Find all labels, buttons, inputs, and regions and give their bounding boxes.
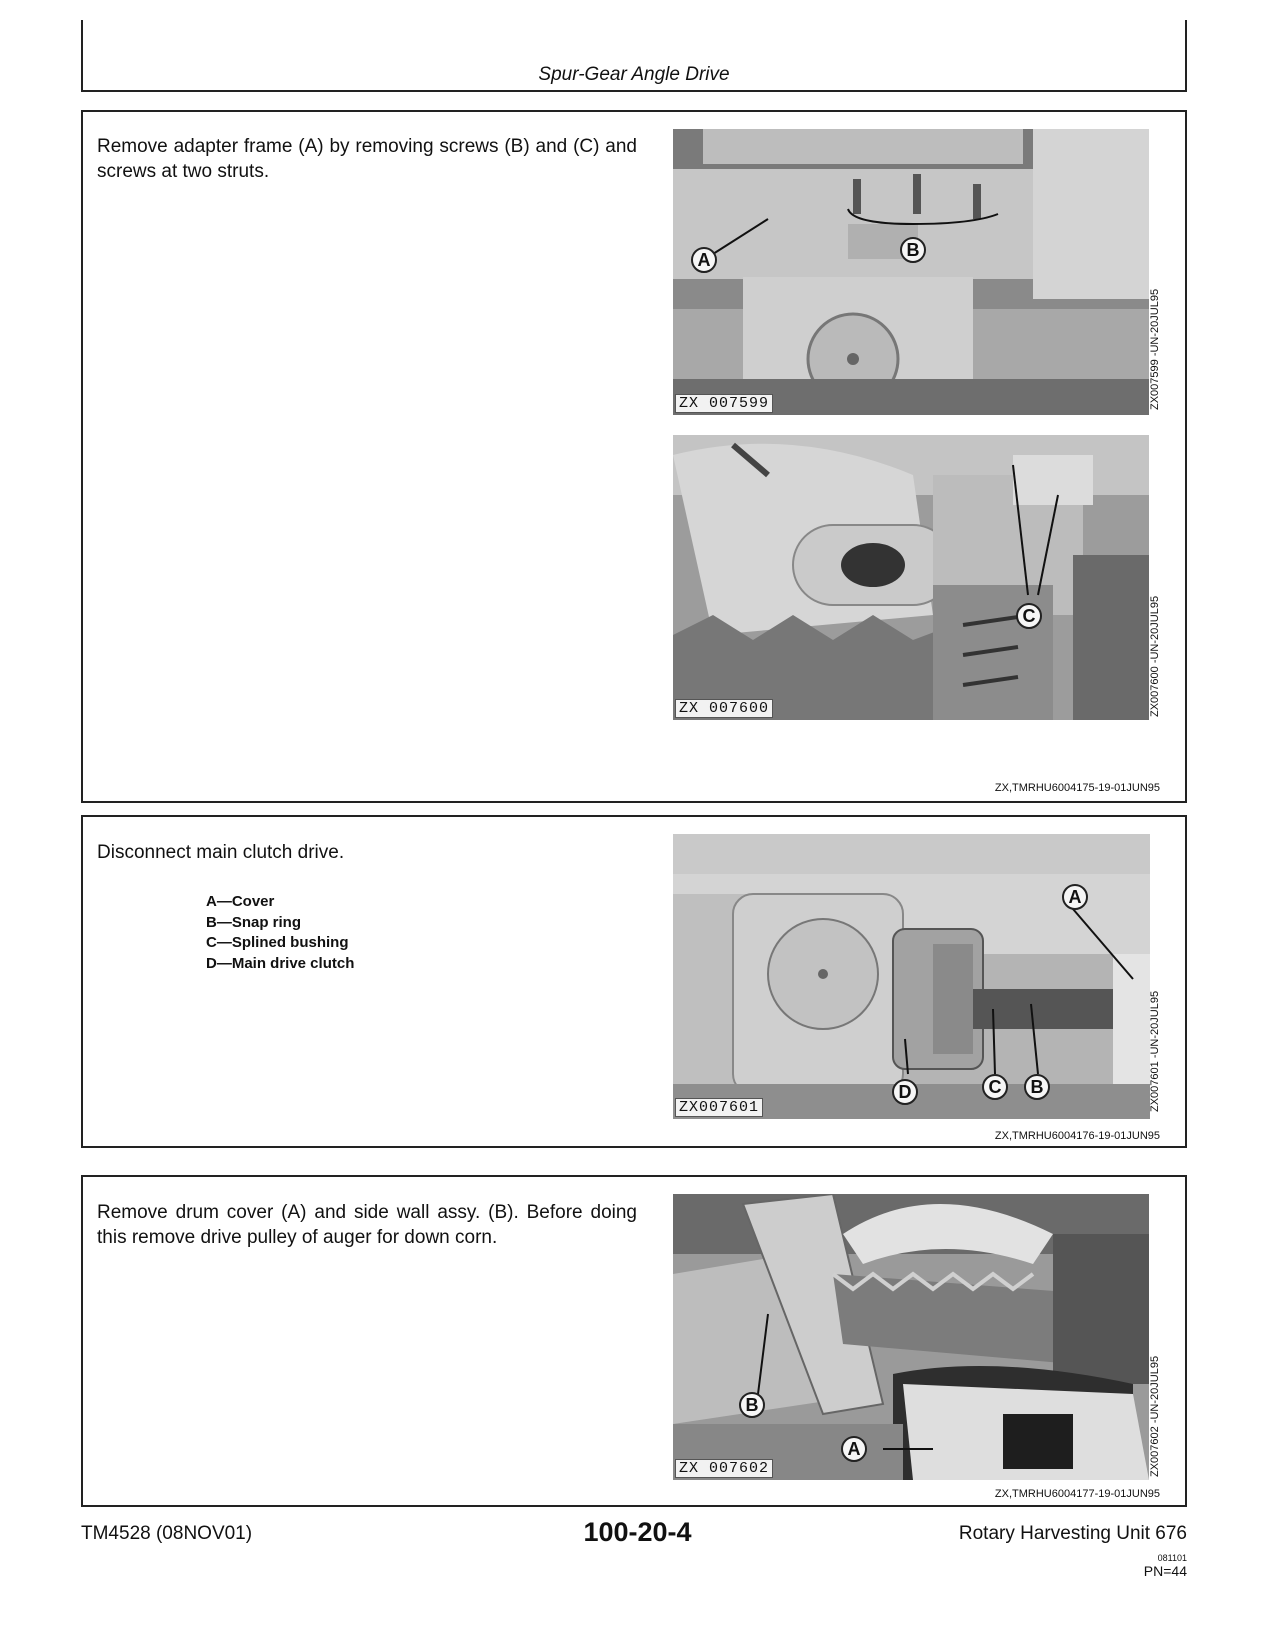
photo-zx007599 bbox=[673, 129, 1149, 415]
manual-id: TM4528 (08NOV01) bbox=[81, 1523, 253, 1544]
photo-zx007601 bbox=[673, 834, 1150, 1119]
photo-side-id: ZX007599 -UN-20JUL95 bbox=[1149, 288, 1161, 410]
photo-side-id: ZX007601 -UN-20JUL95 bbox=[1149, 990, 1161, 1112]
legend bbox=[206, 892, 354, 974]
photo-code: ZX 007602 bbox=[675, 1459, 773, 1478]
callout-a: A bbox=[1062, 884, 1088, 910]
reference-code: ZX,TMRHU6004175-19-01JUN95 bbox=[994, 782, 1160, 794]
callout-a: A bbox=[691, 247, 717, 273]
step-section-1 bbox=[81, 110, 1187, 803]
step-section-3 bbox=[81, 1175, 1187, 1507]
photo-side-id: ZX007602 -UN-20JUL95 bbox=[1149, 1355, 1161, 1477]
callout-b: B bbox=[739, 1392, 765, 1418]
photo-zx007600 bbox=[673, 435, 1149, 720]
legend-item: A—Cover bbox=[206, 893, 275, 910]
photo-code: ZX 007600 bbox=[675, 699, 773, 718]
photo-code: ZX007601 bbox=[675, 1098, 763, 1117]
page-number: 100-20-4 bbox=[583, 1517, 692, 1547]
page-header bbox=[81, 20, 1187, 92]
photo-zx007602 bbox=[673, 1194, 1149, 1480]
instruction-text: Remove drum cover (A) and side wall assy. (B). Before doing this remove drive pulley of auger for down corn. bbox=[97, 1202, 637, 1248]
section-title: Spur-Gear Angle Drive bbox=[538, 64, 730, 85]
callout-a: A bbox=[841, 1436, 867, 1462]
photo-code: ZX 007599 bbox=[675, 394, 773, 413]
callout-d: D bbox=[892, 1079, 918, 1105]
legend-item: B—Snap ring bbox=[206, 913, 302, 931]
footer-date: 081101 bbox=[1157, 1553, 1187, 1563]
legend-item: D—Main drive clutch bbox=[206, 954, 355, 972]
photo-illustration bbox=[673, 834, 1150, 1119]
instruction-text: Disconnect main clutch drive. bbox=[97, 842, 345, 863]
page-pn: PN=44 bbox=[1143, 1563, 1187, 1579]
step-section-2 bbox=[81, 815, 1187, 1148]
photo-illustration bbox=[673, 1194, 1149, 1480]
callout-c: C bbox=[1016, 603, 1042, 629]
callout-c: C bbox=[982, 1074, 1008, 1100]
instruction-text: Remove adapter frame (A) by removing screws (B) and (C) and screws at two struts. bbox=[97, 136, 637, 182]
reference-code: ZX,TMRHU6004176-19-01JUN95 bbox=[994, 1130, 1160, 1142]
callout-b: B bbox=[900, 237, 926, 263]
photo-side-id: ZX007600 -UN-20JUL95 bbox=[1149, 595, 1161, 717]
photo-illustration bbox=[673, 129, 1149, 415]
callout-b: B bbox=[1024, 1074, 1050, 1100]
photo-illustration bbox=[673, 435, 1149, 720]
product-name: Rotary Harvesting Unit 676 bbox=[958, 1523, 1187, 1544]
reference-code: ZX,TMRHU6004177-19-01JUN95 bbox=[994, 1488, 1160, 1500]
legend-item: C—Splined bushing bbox=[206, 934, 349, 951]
